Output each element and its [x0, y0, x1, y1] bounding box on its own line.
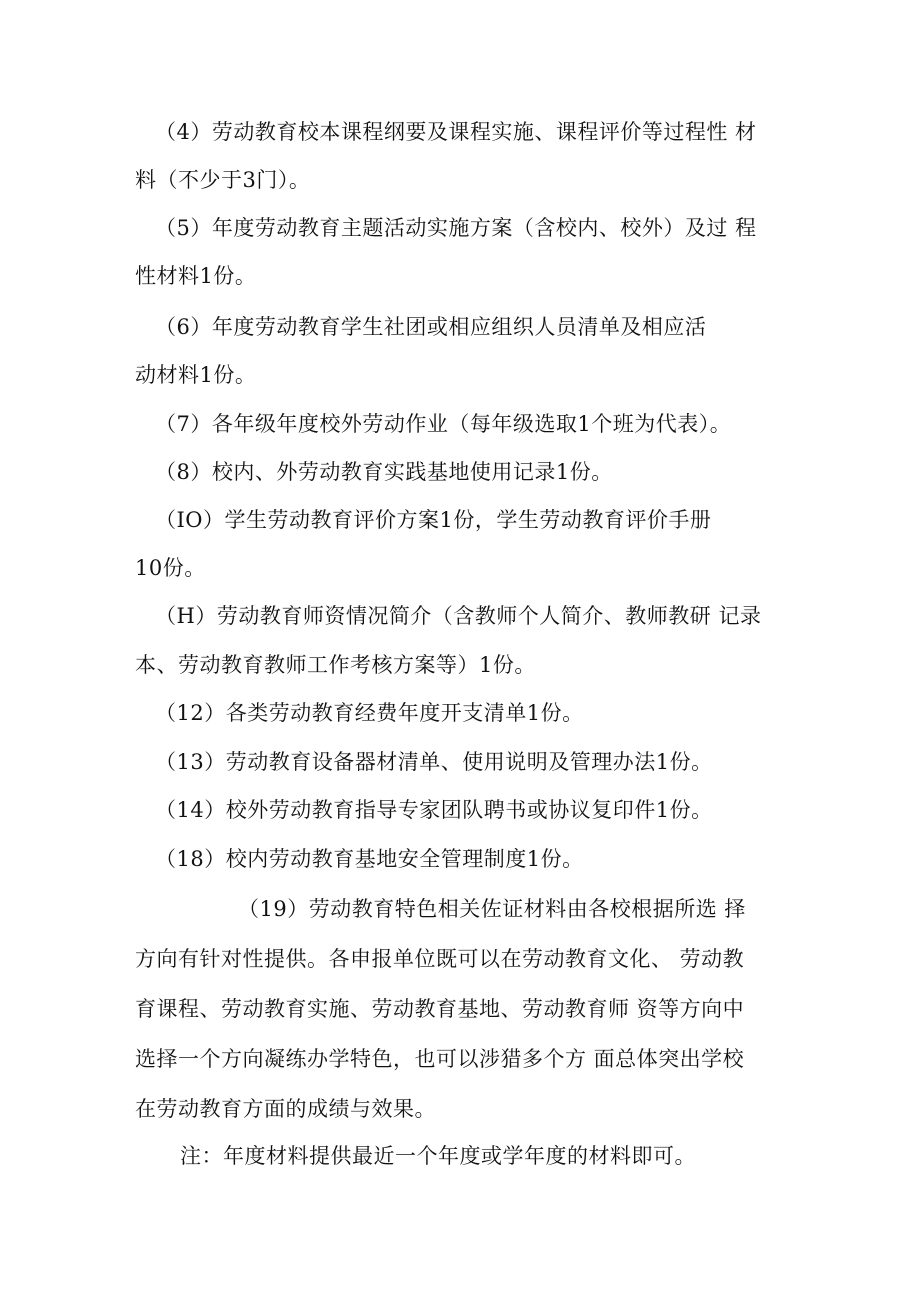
item-14-line: （14）校外劳动教育指导专家团队聘书或协议复印件1份。	[155, 798, 713, 822]
item-6-line-2: 动材料1份。	[135, 363, 257, 387]
item-19-line-5: 在劳动教育方面的成绩与效果。	[135, 1097, 436, 1121]
item-4-line-2: 料（不少于3门）。	[135, 168, 311, 192]
item-19-line-1: （19）劳动教育特色相关佐证材料由各校根据所选 择	[238, 897, 746, 921]
item-6-line-1: （6）年度劳动教育学生社团或相应组织人员清单及相应活	[155, 315, 707, 339]
item-5-line-1: （5）年度劳动教育主题活动实施方案（含校内、校外）及过 程	[155, 216, 757, 240]
note-line: 注：年度材料提供最近一个年度或学年度的材料即可。	[180, 1144, 696, 1168]
item-8-line: （8）校内、外劳动教育实践基地使用记录1份。	[155, 460, 613, 484]
item-4-line-1: （4）劳动教育校本课程纲要及课程实施、课程评价等过程性 材	[155, 120, 757, 144]
item-10-line-2: 10份。	[135, 556, 206, 580]
item-19-line-4: 选择一个方向凝练办学特色，也可以涉猎多个方 面总体突出学校	[135, 1047, 745, 1071]
item-7-line: （7）各年级年度校外劳动作业（每年级选取1个班为代表）。	[155, 412, 732, 436]
item-13-line: （13）劳动教育设备器材清单、使用说明及管理办法1份。	[155, 750, 713, 774]
item-18-line: （18）校内劳动教育基地安全管理制度1份。	[155, 847, 584, 871]
item-12-line: （12）各类劳动教育经费年度开支清单1份。	[155, 701, 584, 725]
item-5-line-2: 性材料1份。	[135, 264, 257, 288]
item-11-line-2: 本、劳动教育教师工作考核方案等）1份。	[135, 653, 536, 677]
item-19-line-3: 育课程、劳动教育实施、劳动教育基地、劳动教育师 资等方向中	[135, 997, 745, 1021]
item-11-line-1: （H）劳动教育师资情况简介（含教师个人简介、教师教研 记录	[155, 604, 762, 628]
item-19-line-2: 方向有针对性提供。各申报单位既可以在劳动教育文化、 劳动教	[135, 947, 745, 971]
item-10-line-1: （IO）学生劳动教育评价方案1份，学生劳动教育评价手册	[155, 508, 712, 532]
